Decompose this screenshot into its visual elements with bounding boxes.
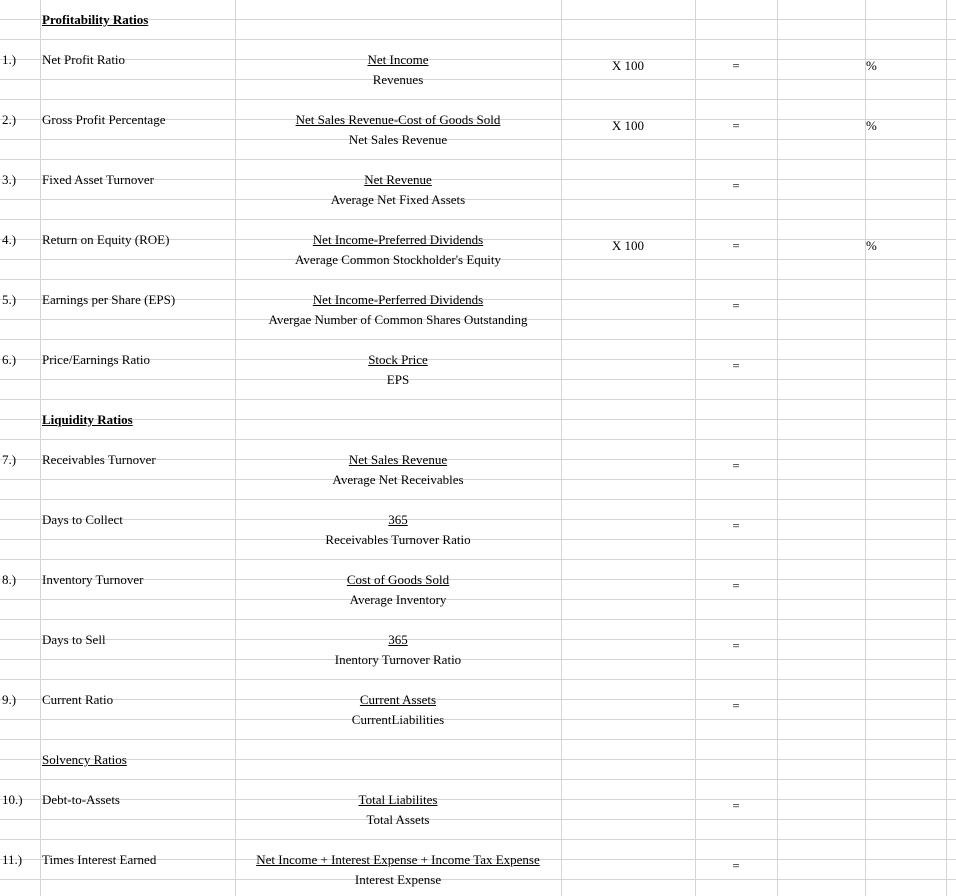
denominator[interactable]: Inentory Turnover Ratio bbox=[334, 652, 462, 667]
ratio-name[interactable]: Current Ratio bbox=[42, 692, 114, 707]
ratio-name[interactable]: Return on Equity (ROE) bbox=[42, 232, 170, 247]
equals-sign[interactable]: = bbox=[732, 178, 740, 193]
equals-sign[interactable]: = bbox=[732, 638, 740, 653]
numerator: 365 bbox=[388, 632, 408, 647]
denominator[interactable]: Total Assets bbox=[366, 812, 430, 827]
formula[interactable] bbox=[236, 510, 560, 530]
numerator: Net Revenue bbox=[364, 172, 432, 187]
formula[interactable] bbox=[236, 850, 560, 870]
formula[interactable] bbox=[236, 110, 560, 130]
formula[interactable] bbox=[236, 350, 560, 370]
percent-unit[interactable]: % bbox=[866, 58, 877, 73]
ratio-name[interactable]: Net Profit Ratio bbox=[42, 52, 126, 67]
formula[interactable] bbox=[236, 290, 560, 310]
denominator[interactable]: Average Net Receivables bbox=[332, 472, 464, 487]
ratio-name[interactable]: Debt-to-Assets bbox=[42, 792, 120, 807]
formula[interactable] bbox=[236, 450, 560, 470]
formula[interactable] bbox=[236, 630, 560, 650]
formula[interactable] bbox=[236, 170, 560, 190]
ratio-name[interactable]: Fixed Asset Turnover bbox=[42, 172, 154, 187]
denominator[interactable]: CurrentLiabilities bbox=[351, 712, 445, 727]
numerator: Current Assets bbox=[359, 692, 437, 707]
formula[interactable] bbox=[236, 50, 560, 70]
percent-unit[interactable]: % bbox=[866, 118, 877, 133]
numerator: Total Liabilites bbox=[358, 792, 438, 807]
numerator: Net Income bbox=[367, 52, 429, 67]
equals-sign[interactable]: = bbox=[732, 698, 740, 713]
ratio-name[interactable]: Inventory Turnover bbox=[42, 572, 144, 587]
row-number[interactable]: 11.) bbox=[2, 852, 23, 867]
numerator: Net Sales Revenue-Cost of Goods Sold bbox=[295, 112, 501, 127]
row-number[interactable]: 10.) bbox=[2, 792, 23, 807]
row-number[interactable]: 1.) bbox=[2, 52, 17, 67]
denominator[interactable]: Receivables Turnover Ratio bbox=[325, 532, 471, 547]
denominator[interactable]: EPS bbox=[386, 372, 410, 387]
denominator[interactable]: Net Sales Revenue bbox=[348, 132, 448, 147]
row-number[interactable]: 8.) bbox=[2, 572, 17, 587]
row-number[interactable]: 9.) bbox=[2, 692, 17, 707]
equals-sign[interactable]: = bbox=[732, 238, 740, 253]
denominator[interactable]: Revenues bbox=[372, 72, 424, 87]
numerator: Net Income + Interest Expense + Income Tax Expense bbox=[256, 852, 540, 867]
percent-unit[interactable]: % bbox=[866, 238, 877, 253]
row-number[interactable]: 4.) bbox=[2, 232, 17, 247]
equals-sign[interactable]: = bbox=[732, 518, 740, 533]
equals-sign[interactable]: = bbox=[732, 798, 740, 813]
equals-sign[interactable]: = bbox=[732, 58, 740, 73]
ratio-name[interactable]: Gross Profit Percentage bbox=[42, 112, 166, 127]
multiplier[interactable]: X 100 bbox=[611, 58, 645, 73]
equals-sign[interactable]: = bbox=[732, 358, 740, 373]
numerator: Stock Price bbox=[368, 352, 428, 367]
formula[interactable] bbox=[236, 570, 560, 590]
denominator[interactable]: Average Common Stockholder's Equity bbox=[294, 252, 502, 267]
ratio-name[interactable]: Earnings per Share (EPS) bbox=[42, 292, 176, 307]
row-number[interactable]: 7.) bbox=[2, 452, 17, 467]
numerator: Net Income-Perferred Dividends bbox=[312, 292, 484, 307]
section-liquidity[interactable]: Liquidity Ratios bbox=[42, 412, 133, 427]
ratio-name[interactable]: Days to Collect bbox=[42, 512, 123, 527]
multiplier[interactable]: X 100 bbox=[611, 238, 645, 253]
equals-sign[interactable]: = bbox=[732, 578, 740, 593]
denominator[interactable]: Interest Expense bbox=[354, 872, 442, 887]
row-number[interactable]: 5.) bbox=[2, 292, 17, 307]
section-profitability[interactable]: Profitability Ratios bbox=[42, 12, 149, 27]
numerator: Net Income-Preferred Dividends bbox=[312, 232, 484, 247]
equals-sign[interactable]: = bbox=[732, 858, 740, 873]
numerator: Net Sales Revenue bbox=[348, 452, 448, 467]
ratio-name[interactable]: Days to Sell bbox=[42, 632, 106, 647]
equals-sign[interactable]: = bbox=[732, 118, 740, 133]
equals-sign[interactable]: = bbox=[732, 458, 740, 473]
section-solvency[interactable]: Solvency Ratios bbox=[42, 752, 127, 767]
numerator: Cost of Goods Sold bbox=[346, 572, 450, 587]
ratio-name[interactable]: Receivables Turnover bbox=[42, 452, 156, 467]
equals-sign[interactable]: = bbox=[732, 298, 740, 313]
denominator[interactable]: Average Inventory bbox=[349, 592, 447, 607]
formula[interactable] bbox=[236, 230, 560, 250]
row-number[interactable]: 6.) bbox=[2, 352, 17, 367]
numerator: 365 bbox=[388, 512, 408, 527]
ratio-name[interactable]: Times Interest Earned bbox=[42, 852, 157, 867]
denominator[interactable]: Average Net Fixed Assets bbox=[330, 192, 466, 207]
row-number[interactable]: 2.) bbox=[2, 112, 17, 127]
formula[interactable] bbox=[236, 790, 560, 810]
formula[interactable] bbox=[236, 690, 560, 710]
ratio-name[interactable]: Price/Earnings Ratio bbox=[42, 352, 150, 367]
denominator[interactable]: Avergae Number of Common Shares Outstanding bbox=[268, 312, 528, 327]
row-number[interactable]: 3.) bbox=[2, 172, 17, 187]
multiplier[interactable]: X 100 bbox=[611, 118, 645, 133]
